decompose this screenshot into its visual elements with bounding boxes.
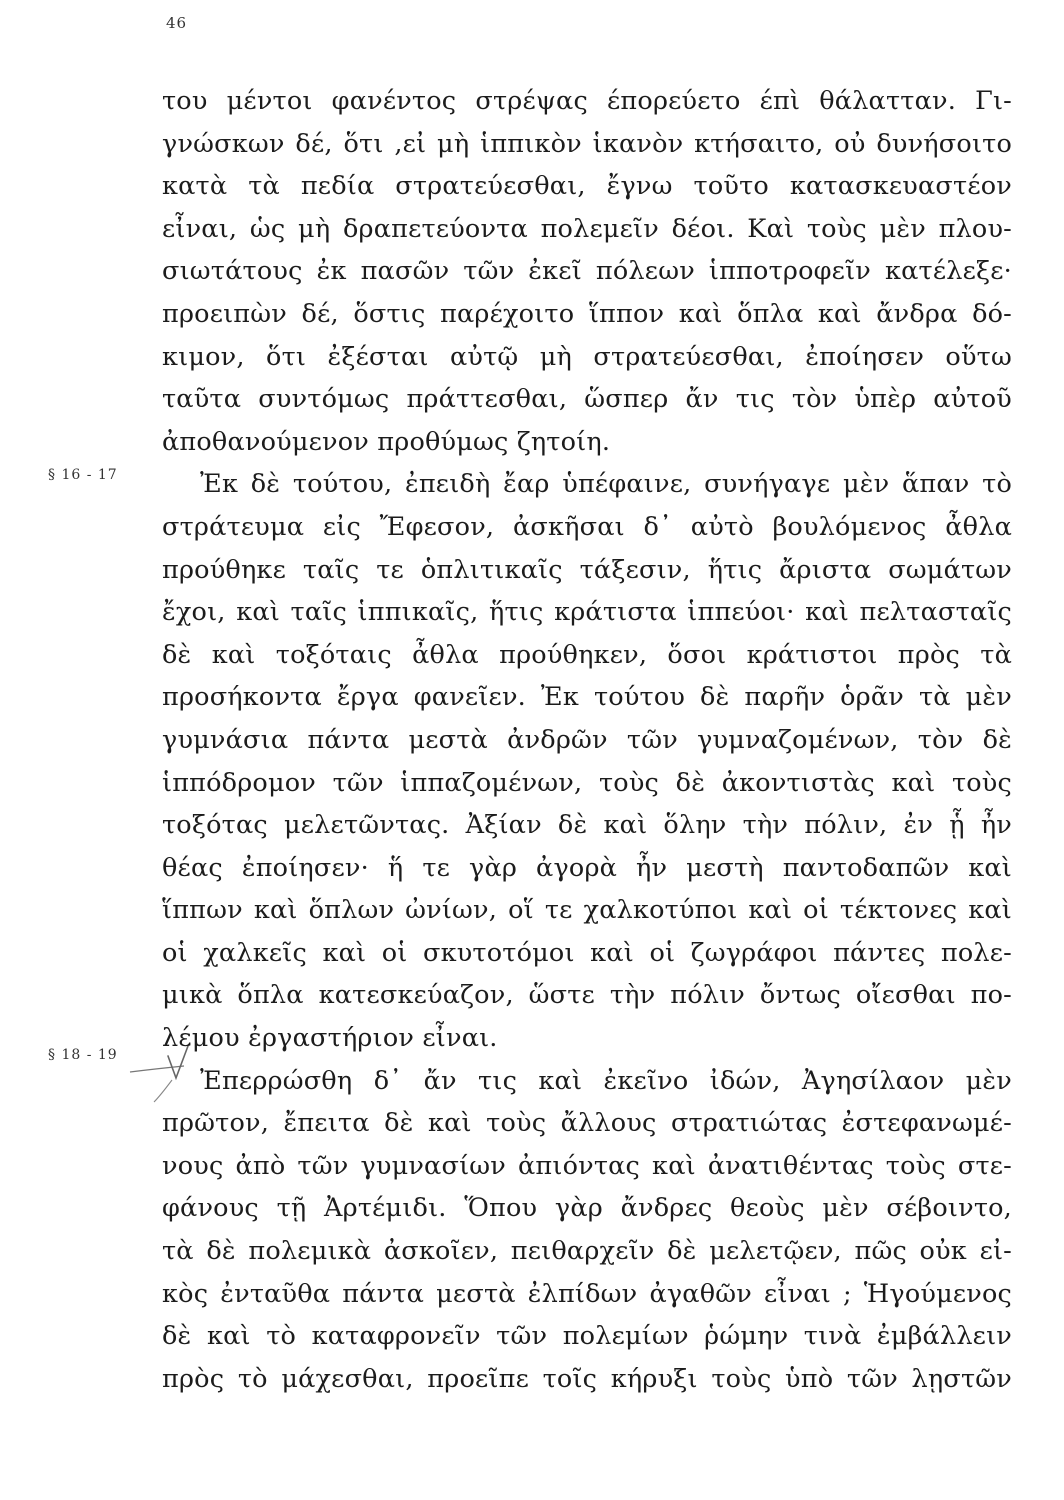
text-line: θέας ἐποίησεν· ἥ τε γὰρ ἀγορὰ ἦν μεστὴ παντοδαπῶν καὶ — [162, 852, 1012, 883]
text-line: του μέντοι φανέντος στρέψας έπορεύετο έπὶ θάλατταν. Γι- — [162, 86, 1012, 116]
text-line: προειπὼν δέ, ὅστις παρέχοιτο ἵππον καὶ ὅπλα καὶ ἄνδρα δό- — [162, 298, 1012, 329]
text-line: μικὰ ὅπλα κατεσκεύαζον, ὥστε τὴν πόλιν ὄντως οἴεσθαι πο- — [162, 980, 1012, 1011]
text-line: λέμου ἐργαστήριον εἶναι. — [162, 1023, 498, 1054]
text-line: τοξότας μελετῶντας. Ἀξίαν δὲ καὶ ὅλην τὴν πόλιν, ἐν ᾗ ἦν — [162, 810, 1012, 841]
text-line: προσήκοντα ἔργα φανεῖεν. Ἐκ τούτου δὲ παρῆν ὁρᾶν τὰ μὲν — [162, 682, 1012, 713]
text-line: οἱ χαλκεῖς καὶ οἱ σκυτοτόμοι καὶ οἱ ζωγράφοι πάντες πολε- — [162, 937, 1012, 968]
greek-text-body — [162, 80, 1012, 1400]
text-line: κὸς ἐνταῦθα πάντα μεστὰ ἐλπίδων ἀγαθῶν εἶναι ; Ἡγούμενος — [162, 1278, 1012, 1309]
text-line: ταῦτα συντόμως πράττεσθαι, ὥσπερ ἄν τις τὸν ὑπὲρ αὐτοῦ — [162, 384, 1012, 415]
section-marker-16-17: § 16 - 17 — [48, 467, 118, 483]
text-line: γυμνάσια πάντα μεστὰ ἀνδρῶν τῶν γυμναζομένων, τὸν δὲ — [162, 724, 1012, 755]
text-line: γνώσκων δέ, ὅτι ,εἰ μὴ ἱππικὸν ἱκανὸν κτήσαιτο, οὐ δυνήσοιτο — [162, 128, 1012, 159]
section-marker-18-19: § 18 - 19 — [48, 1047, 118, 1063]
text-line: Ἐπερρώσθη δ᾽ ἄν τις καὶ ἐκεῖνο ἰδών, Ἀγησίλαον μὲν — [200, 1065, 1012, 1096]
text-line: δὲ καὶ τὸ καταφρονεῖν τῶν πολεμίων ῥώμην τινὰ ἐμβάλλειν — [162, 1321, 1012, 1352]
text-line: δὲ καὶ τοξόταις ἆθλα προύθηκεν, ὅσοι κράτιστοι πρὸς τὰ — [162, 639, 1012, 670]
text-line: κιμον, ὅτι ἐξέσται αὐτῷ μὴ στρατεύεσθαι, ἐποίησεν οὕτω — [162, 341, 1012, 372]
text-line: στράτευμα εἰς Ἔφεσον, ἀσκῆσαι δ᾽ αὐτὸ βουλόμενος ἆθλα — [162, 511, 1012, 542]
page-number: 46 — [166, 14, 188, 32]
text-line: εἶναι, ὡς μὴ δραπετεύοντα πολεμεῖν δέοι. Καὶ τοὺς μὲν πλου- — [162, 213, 1012, 244]
text-line: τὰ δὲ πολεμικὰ ἀσκοῖεν, πειθαρχεῖν δὲ μελετῷεν, πῶς οὐκ εἰ- — [162, 1236, 1012, 1267]
text-line: Ἐκ δὲ τούτου, ἐπειδὴ ἔαρ ὑπέφαινε, συνήγαγε μὲν ἅπαν τὸ — [200, 469, 1012, 500]
text-line: πρῶτον, ἔπειτα δὲ καὶ τοὺς ἄλλους στρατιώτας ἐστεφανωμέ- — [162, 1108, 1012, 1139]
text-line: ἀποθανούμενον προθύμως ζητοίη. — [162, 426, 611, 457]
text-line: ἵππων καὶ ὅπλων ὠνίων, οἵ τε χαλκοτύποι καὶ οἱ τέκτονες καὶ — [162, 895, 1012, 926]
text-line: φάνους τῇ Ἀρτέμιδι. Ὅπου γὰρ ἄνδρες θεοὺς μὲν σέβοιντο, — [162, 1193, 1012, 1224]
text-line: πρὸς τὸ μάχεσθαι, προεῖπε τοῖς κήρυξι τοὺς ὑπὸ τῶν λῃστῶν — [162, 1363, 1012, 1394]
text-line: ἱππόδρομον τῶν ἱππαζομένων, τοὺς δὲ ἀκοντιστὰς καὶ τοὺς — [162, 767, 1012, 798]
text-line: ἔχοι, καὶ ταῖς ἱππικαῖς, ἥτις κράτιστα ἱππεύοι· καὶ πελτασταῖς — [162, 597, 1012, 628]
text-line: προύθηκε ταῖς τε ὁπλιτικαῖς τάξεσιν, ἥτις ἄριστα σωμάτων — [162, 554, 1012, 585]
text-line: κατὰ τὰ πεδία στρατεύεσθαι, ἔγνω τοῦτο κατασκευαστέον — [162, 171, 1012, 202]
text-line: σιωτάτους ἐκ πασῶν τῶν ἐκεῖ πόλεων ἱπποτροφεῖν κατέλεξε· — [162, 256, 1012, 287]
text-line: νους ἀπὸ τῶν γυμνασίων ἀπιόντας καὶ ἀνατιθέντας τοὺς στε- — [162, 1150, 1012, 1181]
